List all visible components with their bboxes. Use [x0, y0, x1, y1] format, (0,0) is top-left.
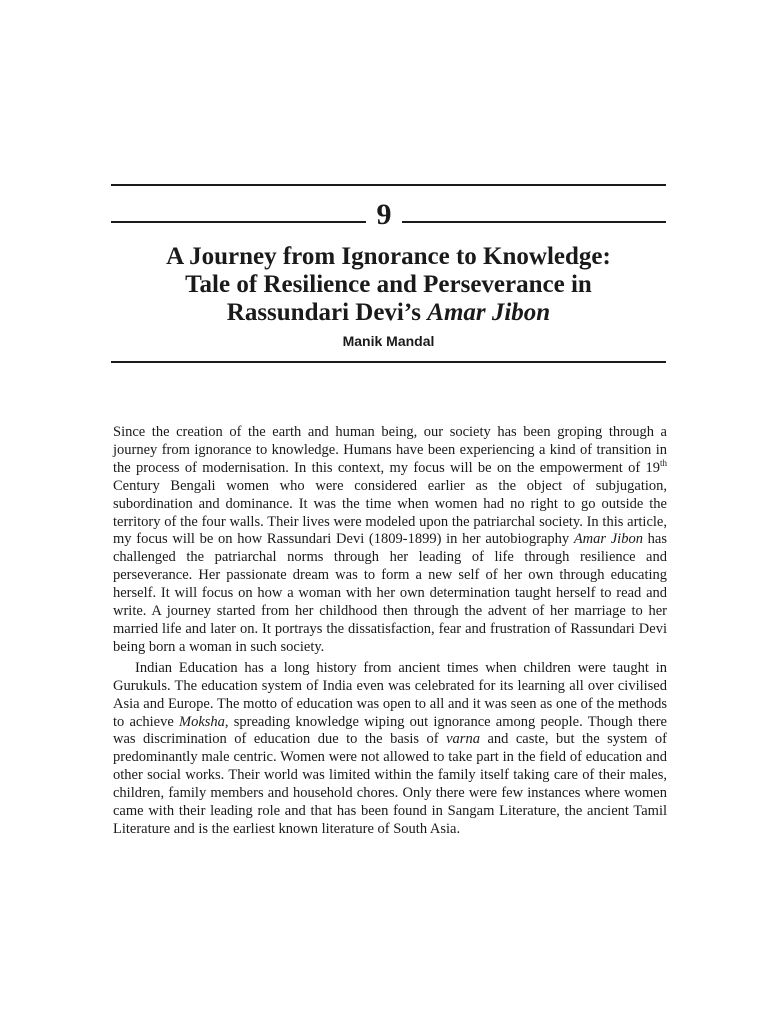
paragraph-2-text-c: and caste, but the system of predominantly male centric. Women were not allowed to take part in the field of education and other social works. Their world was limited within the family itself taking care of their males, children, family members and household chores. Only there were few instances where women came with their leading role and that has been found in Sangam Literature, the ancient Tamil Literature and is the earliest known literature of South Asia.: [113, 731, 668, 837]
paragraph-1-text-a: Since the creation of the earth and human being, our society has been groping through a journey from ignorance to knowledge. Humans have been experiencing a kind of transition in the process of modernisation. In this context, my focus will be on the empowerment of 19: [113, 424, 667, 476]
chapter-title-line-2: Tale of Resilience and Perseverance in: [185, 271, 592, 298]
chapter-number-rule-right: [402, 221, 666, 223]
paragraph-2: [113, 660, 667, 839]
chapter-title-book-name: Amar Jibon: [427, 299, 551, 326]
chapter-title-line-3-text: Rassundari Devi’s: [226, 299, 428, 326]
term-moksha: Moksha: [178, 713, 225, 730]
body-text: [113, 424, 667, 839]
chapter-number-rule-left: [111, 221, 366, 223]
author-name: Manik Mandal: [342, 333, 435, 349]
book-title-italic: Amar Jibon: [573, 531, 643, 548]
chapter-number: 9: [376, 198, 392, 231]
paragraph-2-text-b: , spreading knowledge wiping out ignorance among people. Though there was discrimination of education due to the basis of: [113, 713, 667, 748]
chapter-title-line-1: A Journey from Ignorance to Knowledge:: [166, 243, 611, 270]
chapter-title: [111, 243, 666, 327]
paragraph-1-text-b: Century Bengali women who were considered earlier as the object of subjugation, subordination and dominance. It was the time when women had no right to go outside the territory of the four walls. Their lives were modeled upon the patriarchal society. In this article, my focus will be on how Rassundari Devi (1809-1899) in her autobiography: [113, 477, 667, 548]
term-varna: varna: [446, 731, 480, 748]
paragraph-2-text-a: Indian Education has a long history from ancient times when children were taught in Gurukuls. The education system of India even was celebrated for its learning all over civilised Asia and Europe. The motto of education was open to all and it was seen as one of the methods to achieve: [113, 659, 667, 730]
paragraph-1-text-c: has challenged the patriarchal norms through her leading of life through resilience and perseverance. Her passionate dream was to form a new self of her own through educating herself. It will focus on how a woman with her own determination taught herself to read and write. A journey started from her childhood then through the advent of her marriage to her married life and later on. It portrays the dissatisfaction, fear and frustration of Rassundari Devi being born a woman in such society.: [113, 531, 668, 655]
header-rule-top: [111, 184, 666, 186]
ordinal-superscript: th: [659, 457, 667, 468]
chapter-title-line-3: [111, 299, 666, 327]
paragraph-1: [113, 424, 667, 657]
header-rule-bottom: [111, 361, 666, 363]
